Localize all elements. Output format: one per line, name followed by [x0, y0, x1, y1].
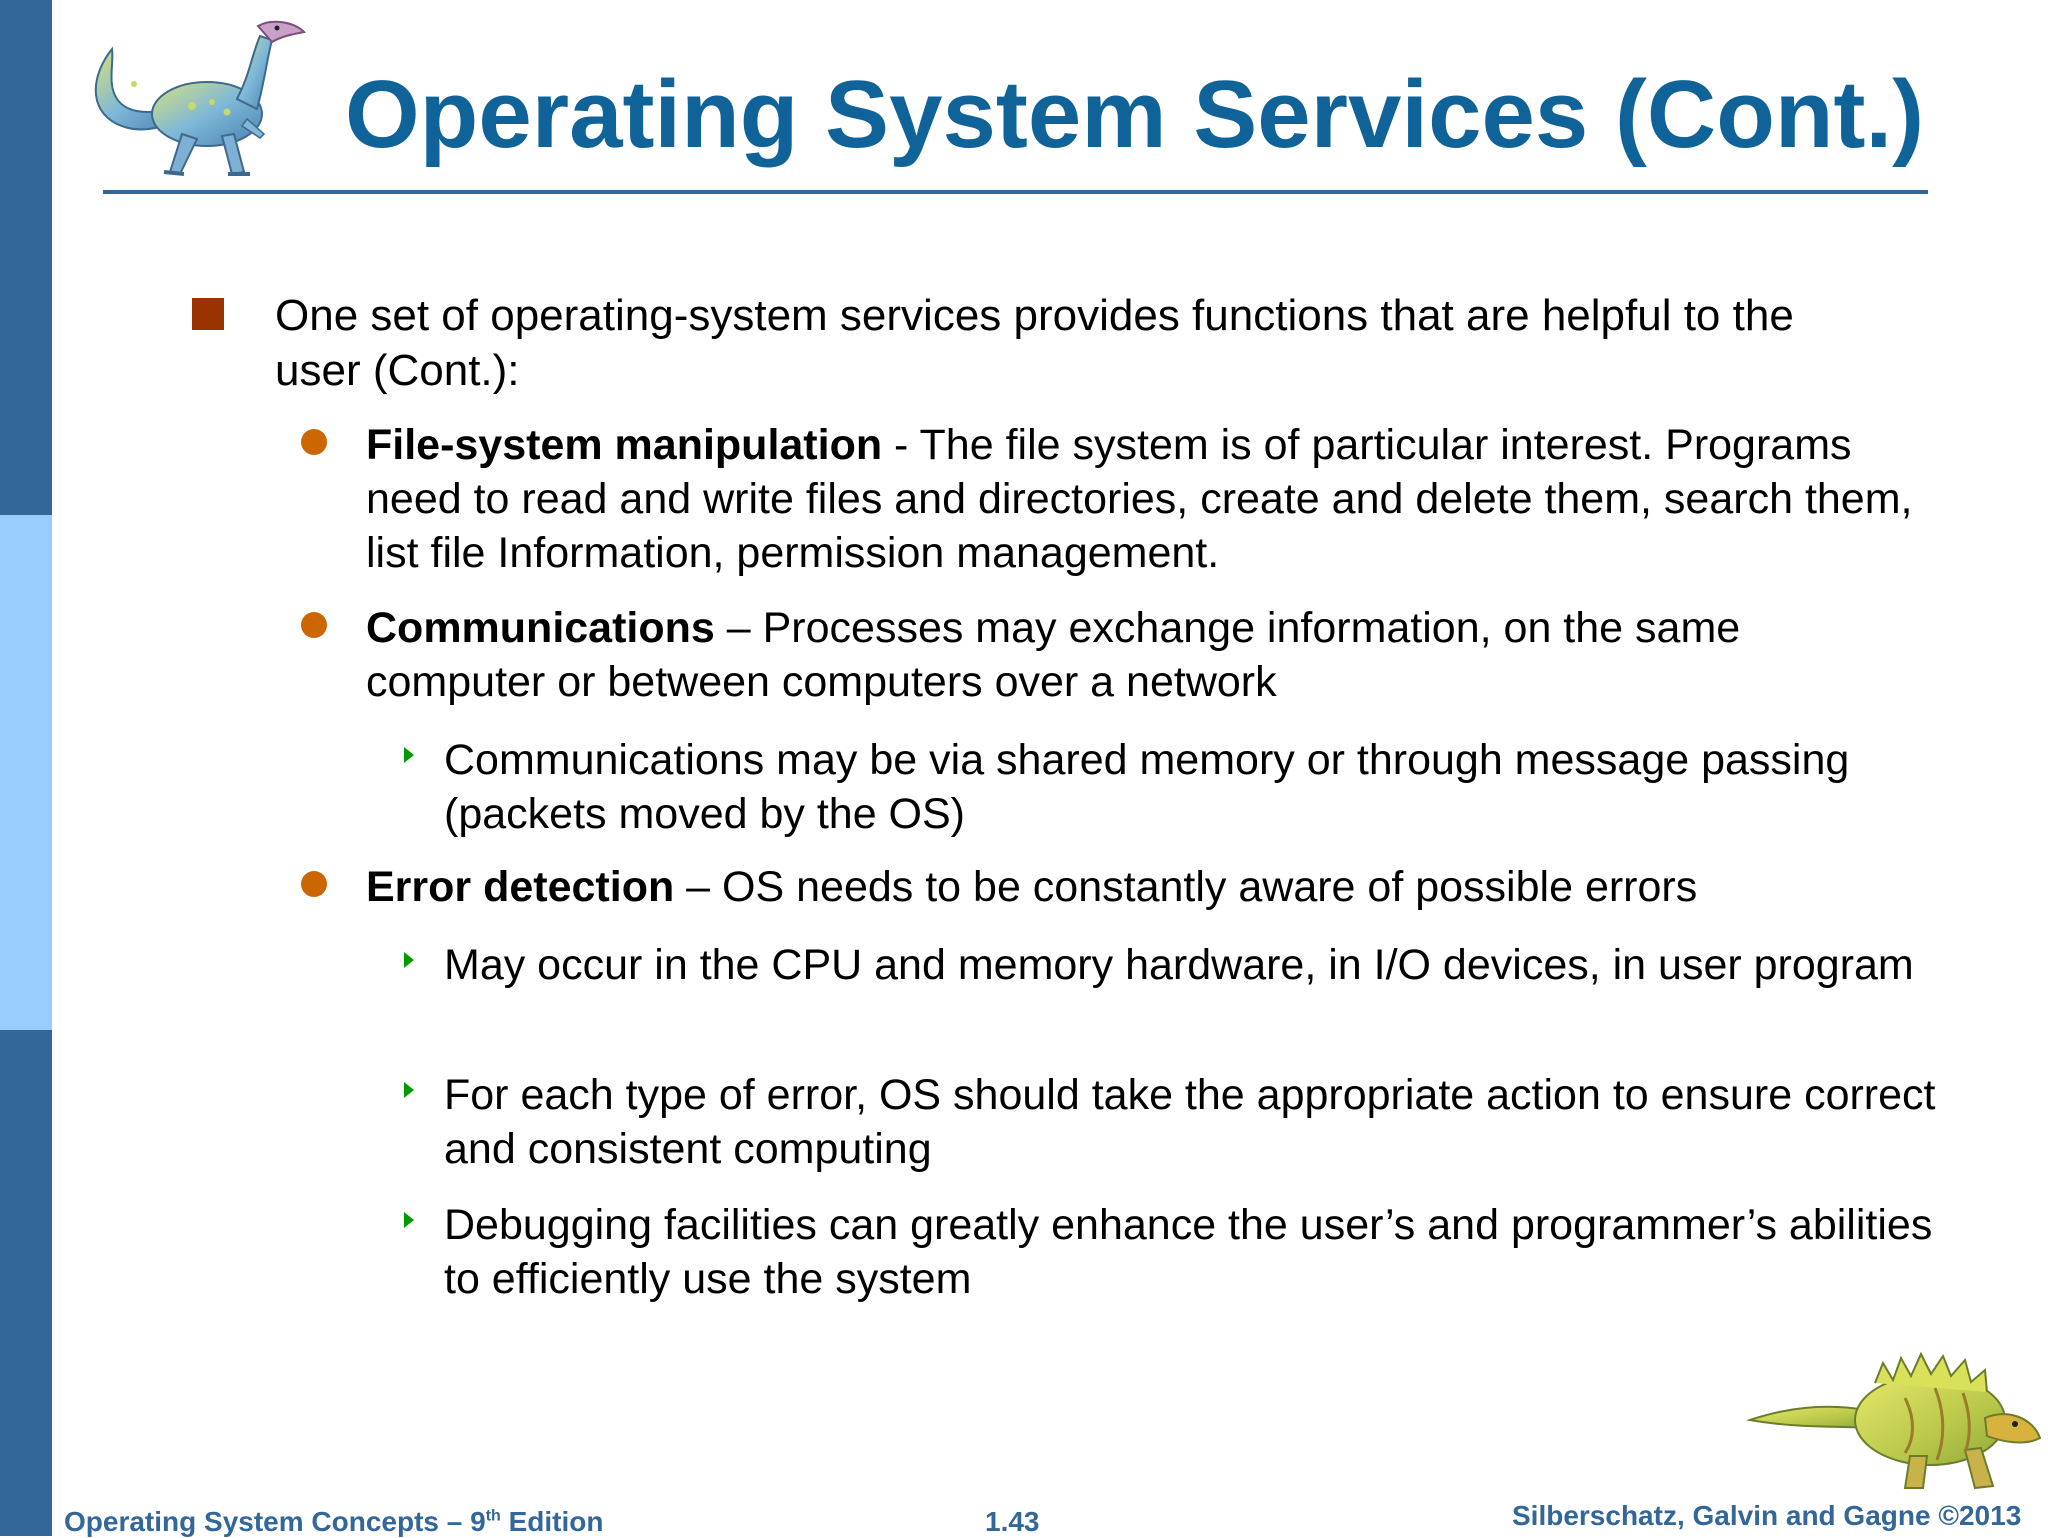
subpoint-error-1 — [444, 938, 1944, 992]
footer-book-title — [64, 1506, 603, 1538]
subpoint-error-3 — [444, 1198, 1944, 1306]
arrow-bullet-icon — [404, 952, 414, 968]
sidebar-bottom — [0, 1030, 52, 1536]
sidebar-top — [0, 0, 52, 515]
arrow-bullet-icon — [404, 747, 414, 763]
point-term: File-system manipulation — [366, 421, 883, 469]
arrow-bullet-icon — [404, 1082, 414, 1098]
intro-text: One set of operating-system services provides functions that are helpful to the user (Cont.): — [275, 291, 1794, 395]
point-file-system — [366, 418, 1926, 580]
circle-bullet-icon — [301, 612, 327, 638]
point-communications — [366, 601, 1926, 709]
point-term: Communications — [366, 604, 715, 652]
subpoint-text: May occur in the CPU and memory hardware, in I/O devices, in user program — [444, 941, 1914, 989]
circle-bullet-icon — [301, 429, 327, 455]
point-error-detection — [366, 860, 1926, 914]
footer-edition-word: Edition — [500, 1506, 604, 1537]
point-text: - The file system is of particular interest. Programs need to read and write files and directories, create and delete them, search them, list file Information, permission management. — [366, 421, 1913, 577]
footer-book: Operating System Concepts – 9 — [64, 1506, 486, 1537]
dinosaur-logo-icon — [72, 14, 322, 189]
intro-bullet — [275, 288, 1885, 398]
footer-edition-suffix: th — [485, 1507, 501, 1525]
square-bullet-icon — [192, 298, 224, 330]
point-text: – OS needs to be constantly aware of possible errors — [674, 863, 1698, 911]
subpoint-text: For each type of error, OS should take the appropriate action to ensure correct and consistent computing — [444, 1071, 1936, 1173]
sidebar-middle — [0, 515, 52, 1030]
arrow-bullet-icon — [404, 1212, 414, 1228]
circle-bullet-icon — [301, 871, 327, 897]
title-divider — [103, 190, 1928, 194]
slide-title: Operating System Services (Cont.) — [345, 61, 1925, 168]
dinosaur-footer-icon — [1745, 1338, 2045, 1498]
subpoint-communications-1 — [444, 733, 1944, 841]
footer-page-number: 1.43 — [985, 1506, 1040, 1537]
point-text: – Processes may exchange information, on the same computer or between computers over a network — [366, 604, 1741, 706]
subpoint-error-2 — [444, 1068, 1944, 1176]
footer-copyright: Silberschatz, Galvin and Gagne ©2013 — [1512, 1500, 2022, 1531]
point-term: Error detection — [366, 863, 675, 911]
subpoint-text: Communications may be via shared memory or through message passing (packets moved by the OS) — [444, 736, 1850, 838]
subpoint-text: Debugging facilities can greatly enhance the user’s and programmer’s abilities to efficiently use the system — [444, 1201, 1933, 1303]
